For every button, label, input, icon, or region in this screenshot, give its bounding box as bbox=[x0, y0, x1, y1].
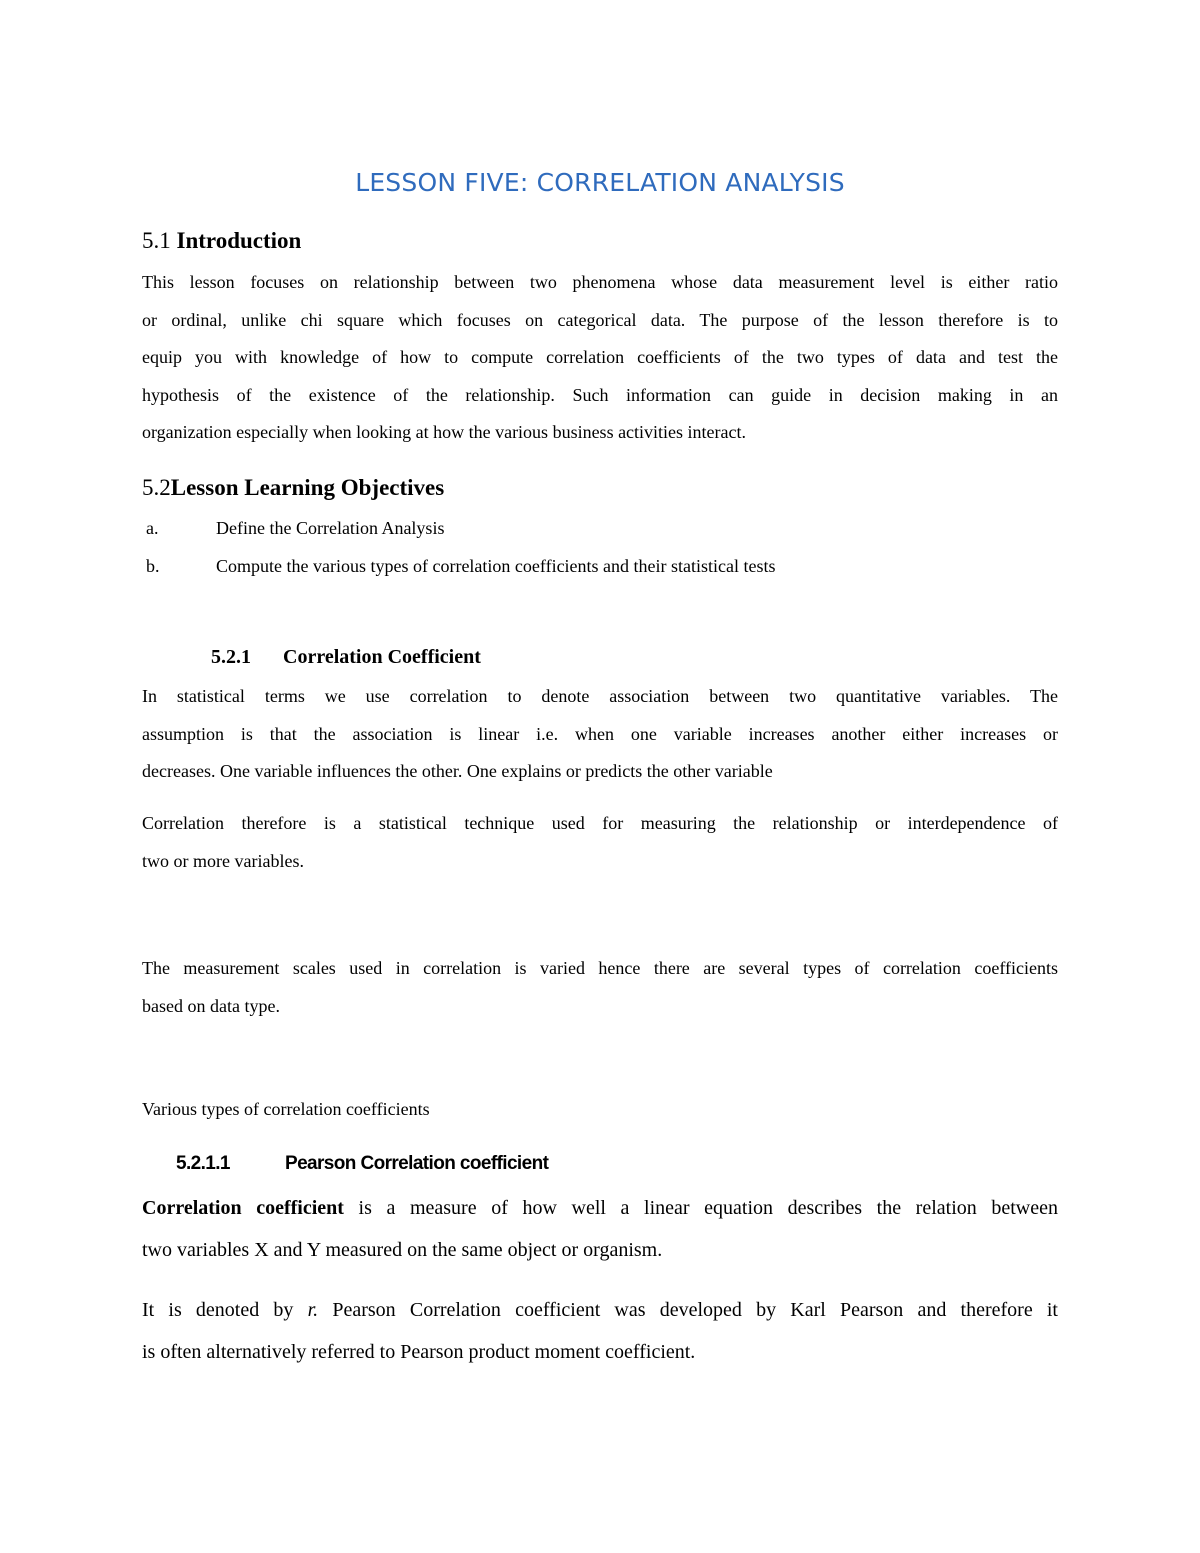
intro-paragraph bbox=[142, 264, 1058, 452]
section-number: 5.2.1 bbox=[211, 646, 251, 668]
pearson-definition bbox=[142, 1187, 1058, 1271]
types-label: Various types of correlation coefficients bbox=[142, 1099, 430, 1119]
list-marker: b. bbox=[146, 556, 160, 576]
paragraph-line: decreases. One variable influences the other. One explains or predicts the other variable bbox=[142, 761, 773, 781]
paragraph-line: based on data type. bbox=[142, 995, 280, 1016]
list-marker: a. bbox=[146, 518, 159, 538]
symbol-r: r. bbox=[307, 1299, 319, 1321]
paragraph-line: is often alternatively referred to Pearson product moment coefficient. bbox=[142, 1341, 696, 1363]
paragraph-line: organization especially when looking at how the various business activities interact. bbox=[142, 422, 747, 442]
list-text: Compute the various types of correlation coefficients and their statistical tests bbox=[216, 556, 776, 576]
line-text: Pearson Correlation coefficient was developed by Karl Pearson and therefore it bbox=[318, 1299, 1058, 1321]
correlation-paragraph-2 bbox=[142, 805, 1058, 880]
section-heading-5-2-1 bbox=[211, 646, 481, 669]
line-text: It is denoted by bbox=[142, 1299, 308, 1321]
correlation-paragraph-3 bbox=[142, 950, 1058, 1025]
section-heading-5-2-1-1 bbox=[176, 1153, 549, 1175]
line-text: is a measure of how well a linear equation describes the relation between bbox=[343, 1197, 1058, 1219]
section-number: 5.2.1.1 bbox=[176, 1153, 230, 1174]
section-title: Lesson Learning Objectives bbox=[170, 475, 445, 500]
section-title: Introduction bbox=[176, 228, 302, 253]
section-heading-5-2 bbox=[142, 475, 444, 501]
section-title: Correlation Coefficient bbox=[283, 646, 481, 668]
section-number: 5.2 bbox=[142, 475, 171, 500]
paragraph-line: Correlation therefore is a statistical technique used for measuring the relationship or interdependence of bbox=[142, 813, 1058, 833]
section-number: 5.1 bbox=[142, 228, 171, 253]
paragraph-line: or ordinal, unlike chi square which focuses on categorical data. The purpose of the lesson therefore is to bbox=[142, 309, 1058, 330]
paragraph-line: assumption is that the association is linear i.e. when one variable increases another either increases or bbox=[142, 723, 1058, 744]
list-text: Define the Correlation Analysis bbox=[216, 518, 445, 538]
paragraph-line: two variables X and Y measured on the same object or organism. bbox=[142, 1239, 663, 1261]
paragraph-line: This lesson focuses on relationship between two phenomena whose data measurement level is either ratio bbox=[142, 272, 1058, 292]
section-title: Pearson Correlation coefficient bbox=[285, 1153, 549, 1174]
paragraph-line: hypothesis of the existence of the relationship. Such information can guide in decision making in an bbox=[142, 384, 1058, 405]
paragraph-line: equip you with knowledge of how to compute correlation coefficients of the two types of data and test the bbox=[142, 347, 1058, 367]
lesson-title: LESSON FIVE: CORRELATION ANALYSIS bbox=[355, 168, 845, 197]
term-bold: Correlation coefficient bbox=[142, 1197, 344, 1219]
section-heading-5-1 bbox=[142, 228, 301, 254]
pearson-denotation bbox=[142, 1289, 1058, 1373]
paragraph-line: The measurement scales used in correlation is varied hence there are several types of correlation coefficients bbox=[142, 958, 1058, 978]
paragraph-line: In statistical terms we use correlation to denote association between two quantitative variables. The bbox=[142, 686, 1058, 706]
correlation-paragraph-1 bbox=[142, 678, 1058, 791]
paragraph-line: two or more variables. bbox=[142, 850, 304, 871]
paragraph-line bbox=[142, 1289, 1058, 1331]
paragraph-line bbox=[142, 1187, 1058, 1229]
